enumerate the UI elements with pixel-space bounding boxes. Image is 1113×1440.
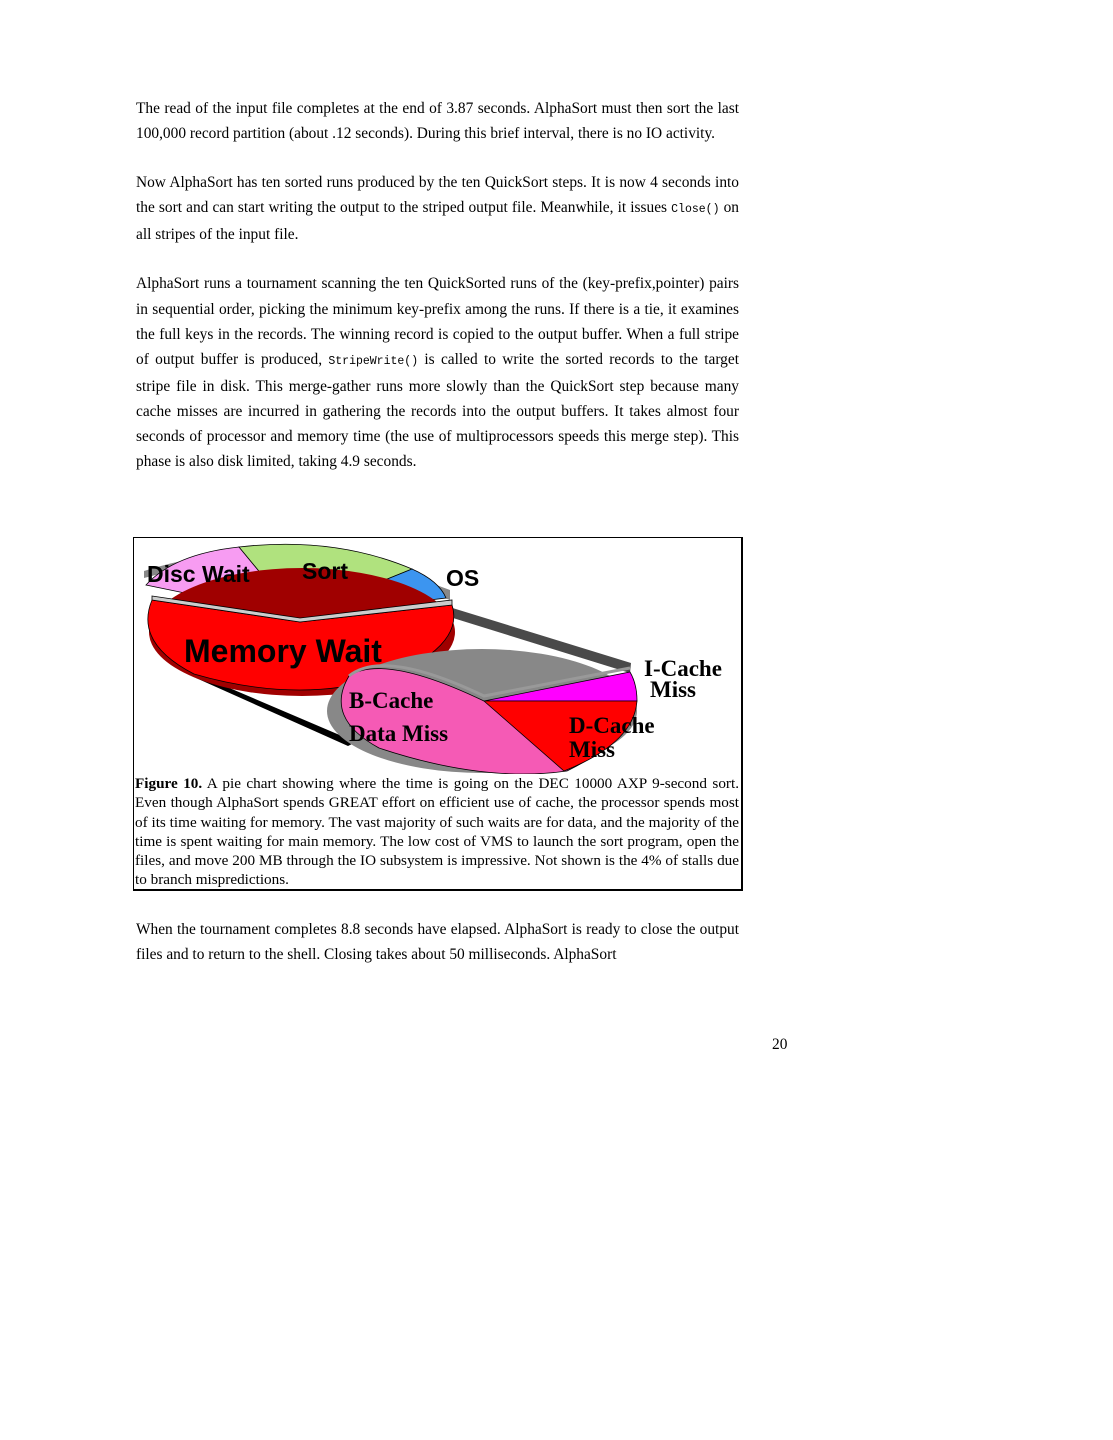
label-sort: Sort bbox=[302, 558, 348, 584]
page-body-continued bbox=[136, 917, 739, 991]
pie-chart bbox=[134, 538, 741, 774]
paragraph-3-text-a: AlphaSort runs a tournament scanning the ten QuickSorted runs of the (key-prefix,pointer) pairs in sequential order, picking the minimum key-prefix among the runs. If there is a tie, it examines the full keys in the records. The winning record is copied to the output buffer. When a full stripe of output buffer is produced, bbox=[136, 275, 739, 368]
label-icache-1: I-Cache bbox=[644, 656, 722, 681]
label-dcache-1: D-Cache bbox=[569, 713, 655, 738]
figure-10 bbox=[133, 537, 743, 891]
paragraph-2-text-a: Now AlphaSort has ten sorted runs produced by the ten QuickSort steps. It is now 4 seconds into the sort and can start writing the output to the striped output file. Meanwhile, it issues bbox=[136, 174, 739, 217]
paragraph-2-text-b: on all stripes of the input file. bbox=[136, 199, 739, 244]
label-bcache-1: B-Cache bbox=[349, 688, 434, 713]
paragraph-3-text-b: is called to write the sorted records to the target stripe file in disk. This merge-gather runs more slowly than the QuickSort step because many cache misses are incurred in gathering the records into the output buffers. It takes almost four seconds of processor and memory time (the use of multiprocessors speeds this merge step). This phase is also disk limited, taking 4.9 seconds. bbox=[136, 350, 739, 471]
figure-caption bbox=[135, 774, 739, 890]
page-number: 20 bbox=[772, 1036, 788, 1053]
label-dcache-2: Miss bbox=[569, 737, 615, 762]
paragraph-2 bbox=[136, 170, 739, 247]
page-body bbox=[136, 96, 739, 498]
label-icache-2: Miss bbox=[650, 677, 696, 702]
stripewrite-call-code: StripeWrite() bbox=[328, 354, 419, 368]
label-memory-wait: Memory Wait bbox=[184, 633, 382, 669]
label-bcache-2: Data Miss bbox=[349, 721, 449, 746]
close-call-code: Close() bbox=[671, 203, 720, 217]
label-disc-wait: Disc Wait bbox=[147, 561, 250, 587]
figure-caption-label: Figure 10. bbox=[135, 775, 203, 792]
paragraph-4: When the tournament completes 8.8 seconds have elapsed. AlphaSort is ready to close the output files and to return to the shell. Closing takes about 50 milliseconds. AlphaSort bbox=[136, 921, 739, 964]
paragraph-1: The read of the input file completes at the end of 3.87 seconds. AlphaSort must then sort the last 100,000 record partition (about .12 seconds). During this brief interval, there is no IO activity. bbox=[136, 100, 739, 143]
paragraph-3 bbox=[136, 271, 739, 474]
label-os: OS bbox=[446, 565, 480, 591]
figure-caption-text: A pie chart showing where the time is going on the DEC 10000 AXP 9-second sort. Even though AlphaSort spends GREAT effort on efficient use of cache, the processor spends most of its time waiting for memory. The vast majority of such waits are for data, and the majority of the time is spent waiting for main memory. The low cost of VMS to launch the sort program, open the files, and move 200 MB through the IO subsystem is impressive. Not shown is the 4% of stalls due to branch mispredictions. bbox=[135, 775, 739, 889]
